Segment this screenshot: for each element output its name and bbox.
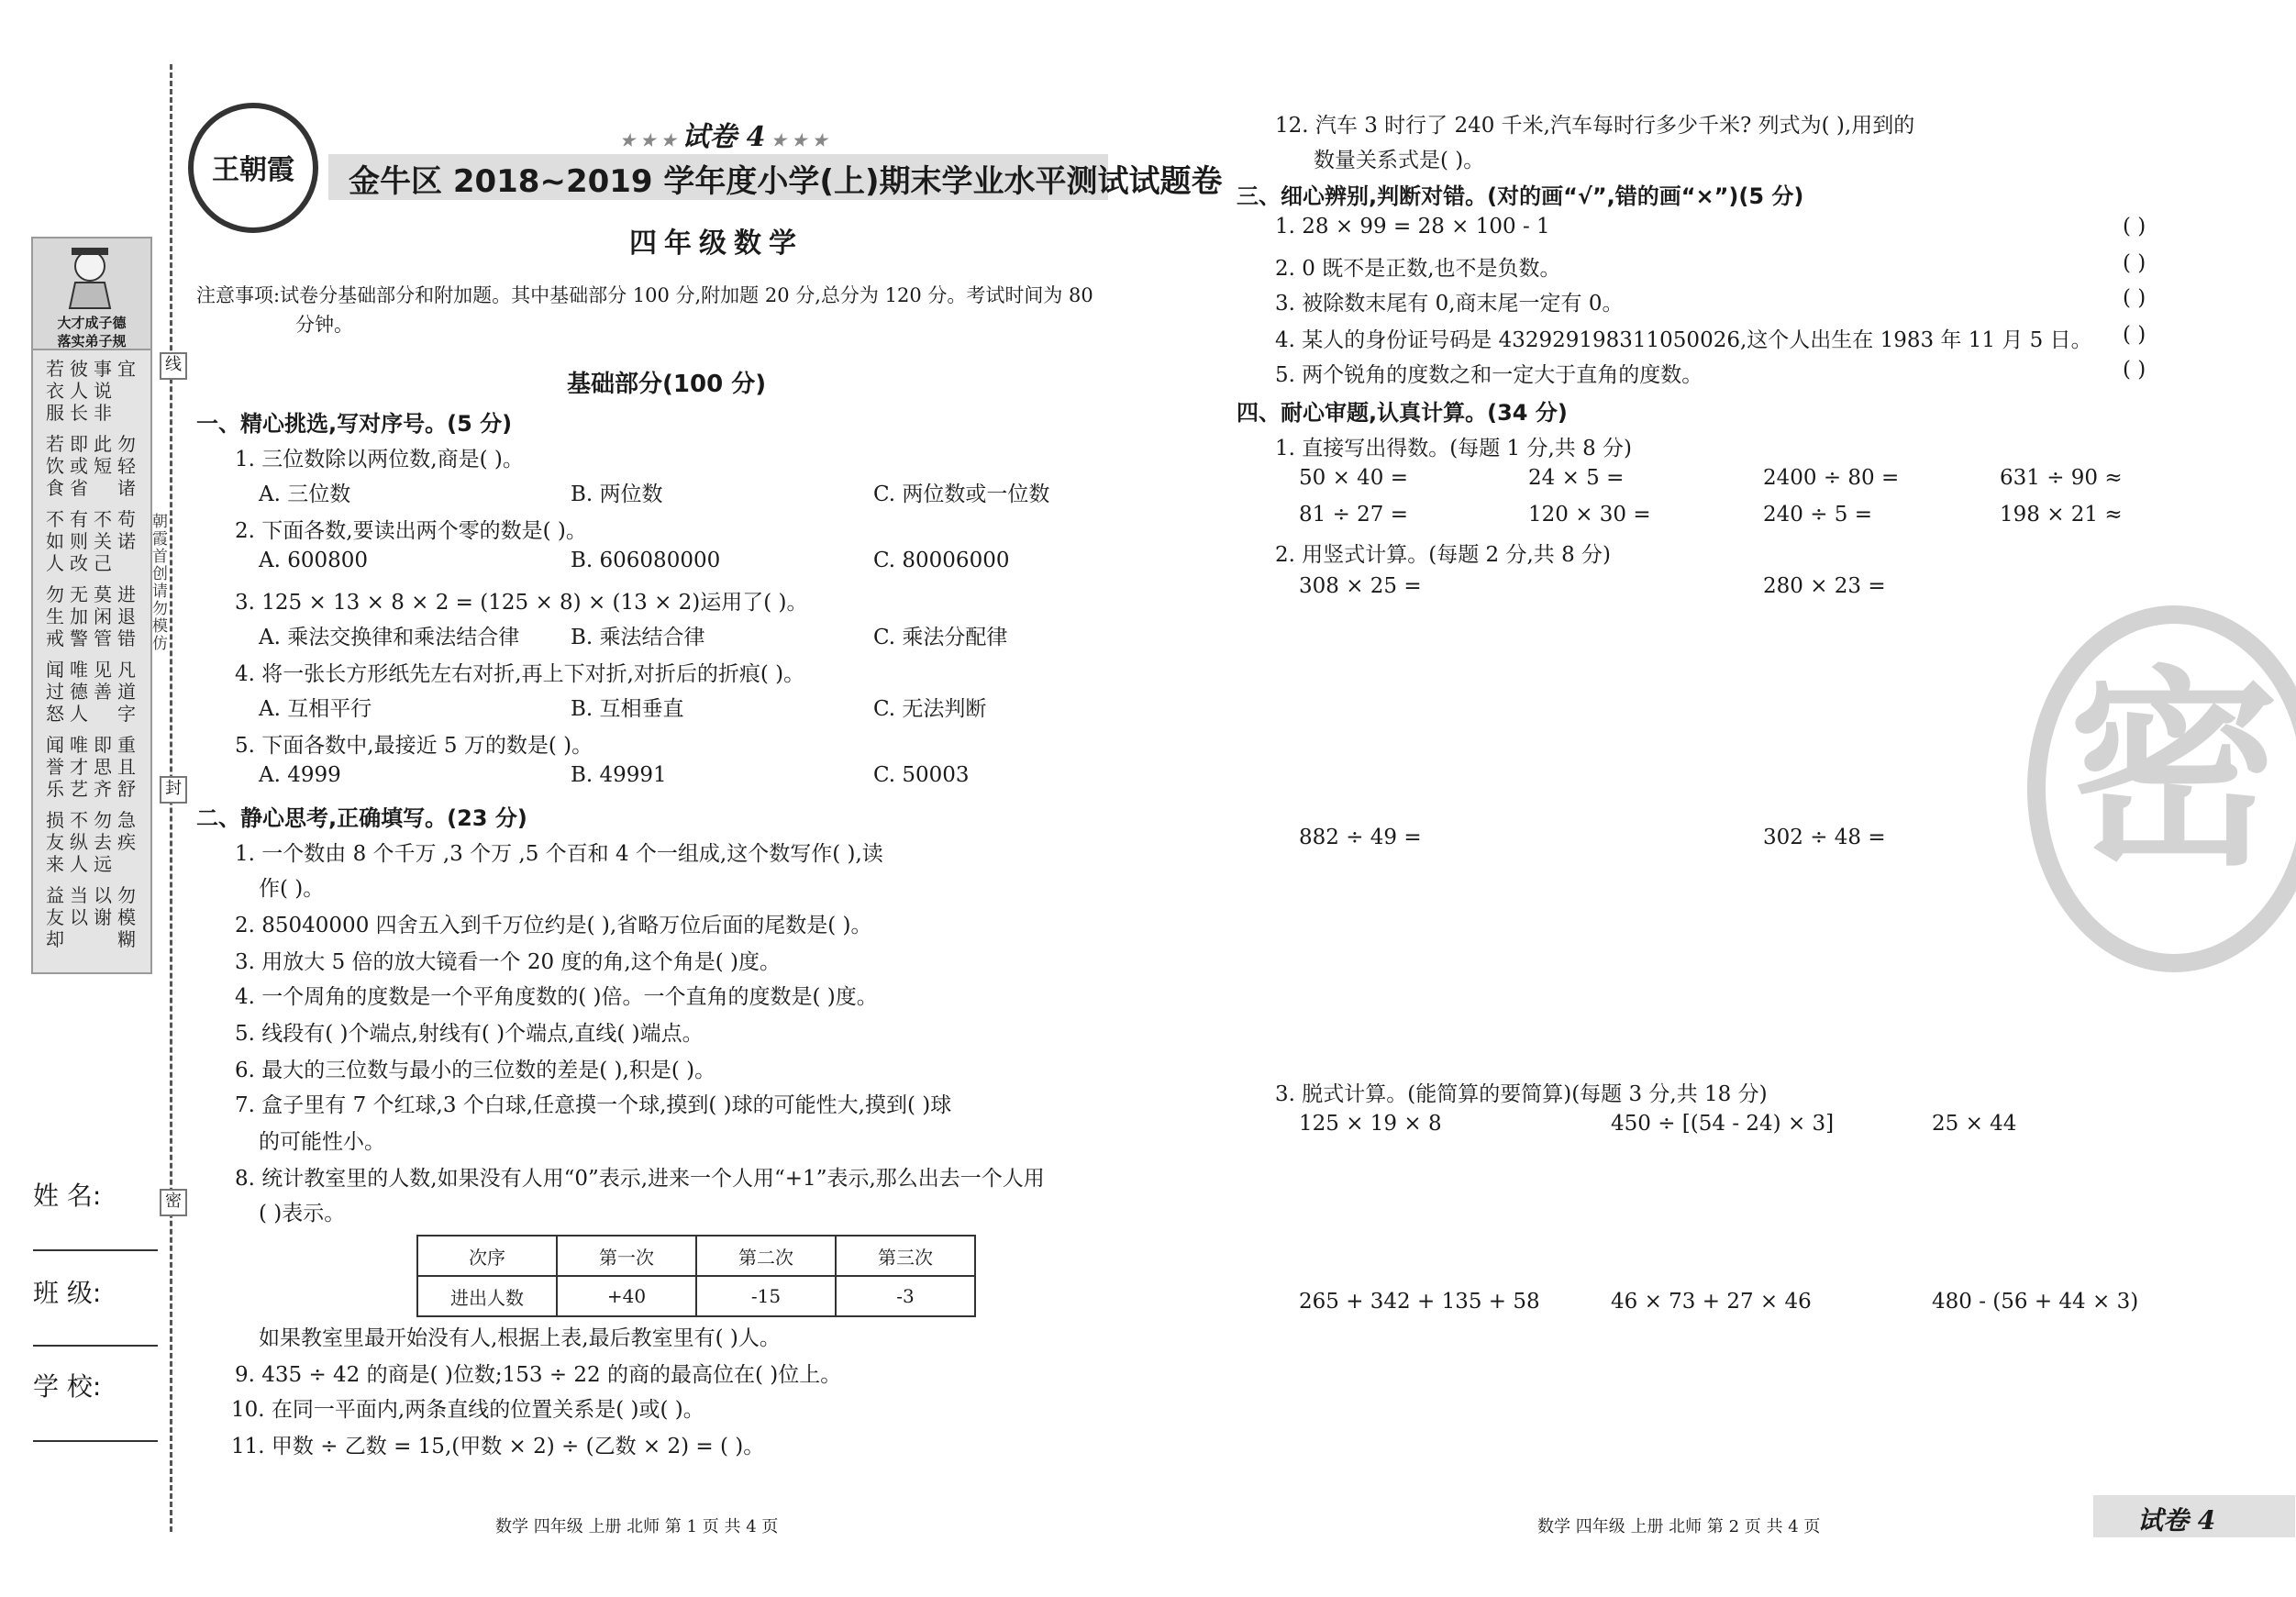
judge-answer-3[interactable]: ( )	[2123, 286, 2146, 310]
judge-answer-2[interactable]: ( )	[2123, 251, 2146, 275]
people-count-table	[416, 1235, 976, 1317]
q1-3-option-a: A. 乘法交换律和乘法结合律	[259, 626, 520, 649]
oral-calc-4: 631 ÷ 90 ≈	[2000, 466, 2123, 490]
table-cell: -15	[696, 1276, 836, 1316]
q2-6: 6. 最大的三位数与最小的三位数的差是( ),积是( )。	[235, 1059, 716, 1082]
q2-4: 4. 一个周角的度数是一个平角度数的( )倍。一个直角的度数是( )度。	[235, 985, 878, 1009]
motto-column: 若衣服	[46, 358, 64, 424]
motto-column: 不纵人	[70, 809, 88, 875]
motto-column: 急疾	[117, 809, 136, 853]
q1-3: 3. 125 × 13 × 8 × 2 = (125 × 8) × (13 × 2)运用了( )。	[235, 591, 808, 615]
star-icon: ★ ★ ★	[620, 131, 682, 150]
judge-answer-1[interactable]: ( )	[2123, 215, 2146, 238]
table-cell: 进出人数	[417, 1276, 557, 1316]
vertical-calc-3: 882 ÷ 49 =	[1299, 826, 1422, 849]
motto-column: 闻誉乐	[46, 734, 64, 800]
motto-column: 有则改	[70, 508, 88, 574]
judge-answer-4[interactable]: ( )	[2123, 323, 2146, 347]
calc-part-1-title: 1. 直接写出得数。(每题 1 分,共 8 分)	[1275, 437, 1633, 460]
motto-column: 无加警	[70, 583, 88, 649]
oral-calc-1: 50 × 40 =	[1299, 466, 1409, 490]
table-header-cell: 第一次	[557, 1236, 696, 1276]
q1-1-option-b: B. 两位数	[571, 482, 663, 506]
judge-item-4: 4. 某人的身份证号码是 432929198311050026,这个人出生在 1983 年 11 月 5 日。	[1275, 328, 2092, 352]
q1-1-option-a: A. 三位数	[259, 482, 351, 506]
left-motto-panel	[31, 237, 152, 974]
motto-column: 益友却	[46, 884, 64, 950]
oral-calc-2: 24 × 5 =	[1528, 466, 1625, 490]
table-cell: -3	[836, 1276, 975, 1316]
q1-5-option-a: A. 4999	[259, 763, 341, 787]
q2-9: 9. 435 ÷ 42 的商是( )位数;153 ÷ 22 的商的最高位在( )位上。	[235, 1363, 842, 1387]
q2-12-line-2: 数量关系式是( )。	[1314, 149, 1485, 172]
q1-5-option-b: B. 49991	[571, 763, 667, 787]
motto-column: 勿去远	[94, 809, 112, 875]
footer-page-2: 数学 四年级 上册 北师 第 2 页 共 4 页	[1537, 1517, 1821, 1536]
motto-column: 勿轻诸	[117, 433, 136, 499]
school-label: 学 校:	[33, 1371, 102, 1402]
q1-5-option-c: C. 50003	[873, 763, 970, 787]
publisher-logo	[188, 103, 318, 233]
q1-5: 5. 下面各数中,最接近 5 万的数是( )。	[235, 734, 593, 758]
subject-title: 四年级数学	[629, 227, 804, 260]
binding-mark-line: 线	[160, 352, 187, 380]
oral-calc-5: 81 ÷ 27 =	[1299, 503, 1409, 527]
star-icon: ★ ★ ★	[765, 131, 827, 150]
q1-4: 4. 将一张长方形纸先左右对折,再上下对折,对折后的折痕( )。	[235, 662, 805, 686]
stepwise-calc-3: 25 × 44	[1932, 1112, 2017, 1136]
motto-column: 苟诺	[117, 508, 136, 552]
watermark-text: 密	[2068, 647, 2279, 894]
q2-10: 10. 在同一平面内,两条直线的位置关系是( )或( )。	[231, 1398, 704, 1422]
q1-3-option-c: C. 乘法分配律	[873, 626, 1008, 649]
paper-tag-text: 试卷 4	[2137, 1505, 2216, 1536]
stepwise-calc-6: 480 - (56 + 44 × 3)	[1932, 1290, 2139, 1314]
q1-4-option-a: A. 互相平行	[259, 697, 372, 721]
q2-2: 2. 85040000 四舍五入到千万位约是( ),省略万位后面的尾数是( )。	[235, 914, 872, 937]
motto-column: 彼人长	[70, 358, 88, 424]
school-field[interactable]	[33, 1440, 158, 1442]
q2-1-line-1: 1. 一个数由 8 个千万 ,3 个万 ,5 个百和 4 个一组成,这个数写作( ),读	[235, 842, 883, 866]
oral-calc-8: 198 × 21 ≈	[2000, 503, 2123, 527]
q2-7-line-2: 的可能性小。	[259, 1130, 385, 1154]
logo-text: 王朝霞	[212, 154, 294, 186]
section-1-title: 一、精心挑选,写对序号。(5 分)	[196, 411, 513, 437]
binding-side-text: 朝霞首创 请勿模仿	[152, 513, 168, 653]
notice-line-1: 注意事项:试卷分基础部分和附加题。其中基础部分 100 分,附加题 20 分,总分为 120 分。考试时间为 80	[196, 284, 1093, 306]
motto-column: 进退错	[117, 583, 136, 649]
motto-column: 若饮食	[46, 433, 64, 499]
motto-column: 闻过怒	[46, 659, 64, 725]
section-3-title: 三、细心辨别,判断对错。(对的画“√”,错的画“×”)(5 分)	[1237, 183, 1804, 209]
motto-column: 损友来	[46, 809, 64, 875]
exam-title: 金牛区 2018~2019 学年度小学(上)期末学业水平测试试题卷	[349, 163, 1223, 200]
q1-1-option-c: C. 两位数或一位数	[873, 482, 1050, 506]
stepwise-calc-2: 450 ÷ [(54 - 24) × 3]	[1611, 1112, 1835, 1136]
q1-2-option-a: A. 600800	[259, 549, 369, 572]
scholar-icon	[33, 238, 147, 310]
table-header-row	[417, 1236, 975, 1276]
footer-page-1: 数学 四年级 上册 北师 第 1 页 共 4 页	[495, 1517, 779, 1536]
q2-8-line-3: 如果教室里最开始没有人,根据上表,最后教室里有( )人。	[259, 1326, 781, 1350]
stepwise-calc-4: 265 + 342 + 135 + 58	[1299, 1290, 1540, 1314]
judge-item-1: 1. 28 × 99 = 28 × 100 - 1	[1275, 215, 1550, 238]
calc-part-3-title: 3. 脱式计算。(能简算的要简算)(每题 3 分,共 18 分)	[1275, 1082, 1768, 1106]
motto-column: 宜	[117, 358, 136, 380]
motto-column: 勿生戒	[46, 583, 64, 649]
paper-label-text: 试卷 4	[682, 121, 766, 153]
q2-5: 5. 线段有( )个端点,射线有( )个端点,直线( )端点。	[235, 1022, 704, 1046]
q1-2: 2. 下面各数,要读出两个零的数是( )。	[235, 519, 587, 543]
q1-4-option-b: B. 互相垂直	[571, 697, 684, 721]
notice-line-2: 分钟。	[295, 314, 353, 336]
name-field[interactable]	[33, 1249, 158, 1251]
motto-column: 此短	[94, 433, 112, 477]
class-field[interactable]	[33, 1345, 158, 1347]
q1-2-option-b: B. 606080000	[571, 549, 721, 572]
q1-2-option-c: C. 80006000	[873, 549, 1010, 572]
motto-column: 唯德人	[70, 659, 88, 725]
binding-mark-secret: 密	[160, 1189, 187, 1216]
q2-8-line-2: ( )表示。	[259, 1202, 346, 1225]
q1-4-option-c: C. 无法判断	[873, 697, 987, 721]
table-header-cell: 第二次	[696, 1236, 836, 1276]
motto-column: 勿模糊	[117, 884, 136, 950]
motto-line-2: 落实弟子规	[57, 333, 127, 349]
q1-3-option-b: B. 乘法结合律	[571, 626, 705, 649]
motto-column: 不关己	[94, 508, 112, 574]
paper-tag	[2093, 1495, 2295, 1537]
motto-column: 即或省	[70, 433, 88, 499]
judge-item-2: 2. 0 既不是正数,也不是负数。	[1275, 257, 1561, 281]
motto-column: 唯才艺	[70, 734, 88, 800]
motto-column: 以谢	[94, 884, 112, 928]
oral-calc-7: 240 ÷ 5 =	[1763, 503, 1873, 527]
motto-column: 当以	[70, 884, 88, 928]
table-cell: +40	[557, 1276, 696, 1316]
oral-calc-3: 2400 ÷ 80 =	[1763, 466, 1900, 490]
table-header-cell: 第三次	[836, 1236, 975, 1276]
class-label: 班 级:	[33, 1278, 102, 1308]
judge-answer-5[interactable]: ( )	[2123, 358, 2146, 382]
motto-line-1: 大才成子德	[57, 315, 127, 331]
name-label: 姓 名:	[33, 1181, 102, 1211]
stepwise-calc-1: 125 × 19 × 8	[1299, 1112, 1442, 1136]
q2-3: 3. 用放大 5 倍的放大镜看一个 20 度的角,这个角是( )度。	[235, 950, 781, 974]
q2-11: 11. 甲数 ÷ 乙数 = 15,(甲数 × 2) ÷ (乙数 × 2) = ( )。	[231, 1435, 765, 1458]
q2-12-line-1: 12. 汽车 3 时行了 240 千米,汽车每时行多少千米? 列式为( ),用到的	[1275, 114, 1915, 138]
judge-item-5: 5. 两个锐角的度数之和一定大于直角的度数。	[1275, 363, 1703, 387]
section-4-title: 四、耐心审题,认真计算。(34 分)	[1237, 400, 1568, 426]
motto-column: 即思齐	[94, 734, 112, 800]
motto-column: 事说非	[94, 358, 112, 424]
part-heading: 基础部分(100 分)	[567, 371, 767, 398]
motto-illustration	[33, 238, 150, 350]
table-row	[417, 1276, 975, 1316]
motto-column: 凡道字	[117, 659, 136, 725]
q2-8-line-1: 8. 统计教室里的人数,如果没有人用“0”表示,进来一个人用“+1”表示,那么出去一个人用	[235, 1167, 1045, 1191]
judge-item-3: 3. 被除数末尾有 0,商末尾一定有 0。	[1275, 292, 1624, 316]
paper-label	[620, 114, 827, 154]
table-header-cell: 次序	[417, 1236, 557, 1276]
vertical-calc-1: 308 × 25 =	[1299, 574, 1422, 598]
q1-1: 1. 三位数除以两位数,商是( )。	[235, 448, 524, 471]
binding-mark-seal: 封	[160, 776, 187, 804]
motto-column: 不如人	[46, 508, 64, 574]
calc-part-2-title: 2. 用竖式计算。(每题 2 分,共 8 分)	[1275, 543, 1612, 567]
oral-calc-6: 120 × 30 =	[1528, 503, 1651, 527]
motto-column: 重且舒	[117, 734, 136, 800]
q2-7-line-1: 7. 盒子里有 7 个红球,3 个白球,任意摸一个球,摸到( )球的可能性大,摸到( )球	[235, 1093, 952, 1117]
section-2-title: 二、静心思考,正确填写。(23 分)	[196, 805, 527, 831]
stepwise-calc-5: 46 × 73 + 27 × 46	[1611, 1290, 1812, 1314]
secret-watermark	[2027, 605, 2296, 972]
motto-column: 莫闲管	[94, 583, 112, 649]
motto-column: 见善	[94, 659, 112, 703]
vertical-calc-4: 302 ÷ 48 =	[1763, 826, 1886, 849]
vertical-calc-2: 280 × 23 =	[1763, 574, 1886, 598]
q2-1-line-2: 作( )。	[259, 877, 325, 901]
